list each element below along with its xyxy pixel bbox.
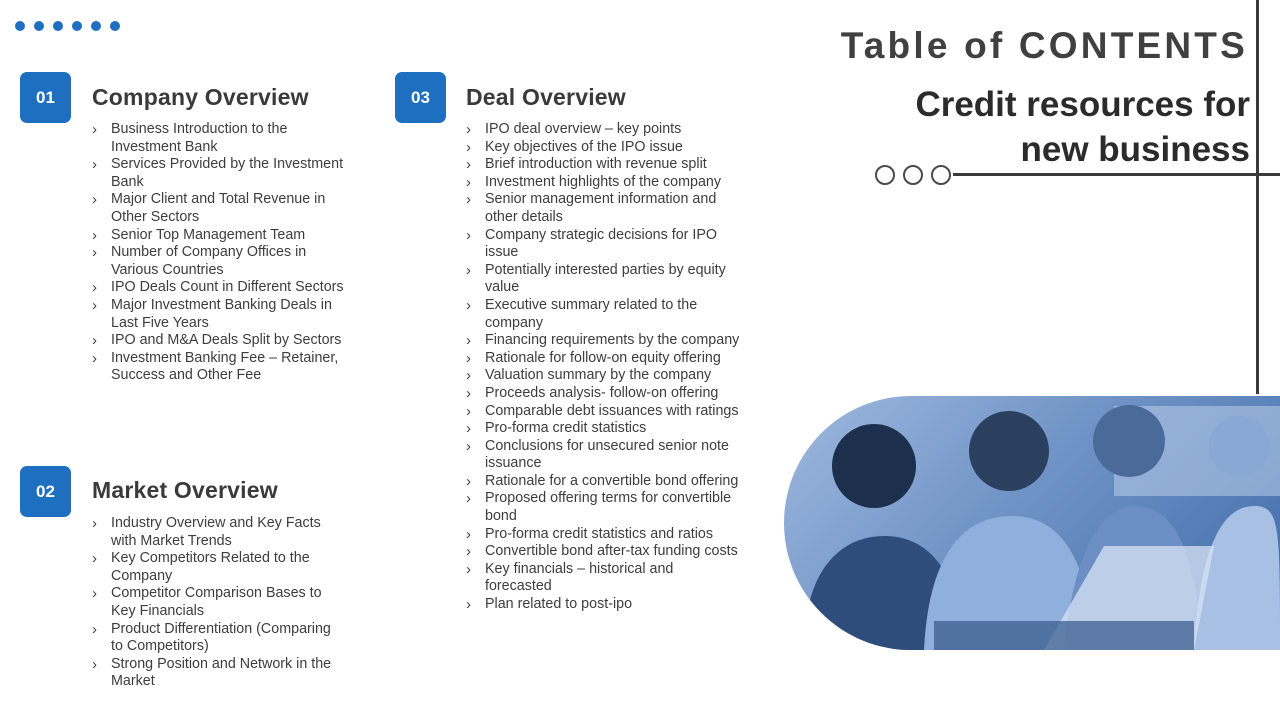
list-item: › Competitor Comparison Bases to Key Financials bbox=[92, 585, 344, 620]
team-photo bbox=[784, 396, 1280, 650]
list-item: › Rationale for a convertible bond offering bbox=[466, 473, 741, 491]
list-item: › IPO deal overview – key points bbox=[466, 121, 741, 139]
list-item: › Major Investment Banking Deals in Last Five Years bbox=[92, 297, 344, 332]
team-photo-icon bbox=[784, 396, 1280, 650]
list-item: › Major Client and Total Revenue in Other Sectors bbox=[92, 191, 344, 226]
list-item: › Proceeds analysis- follow-on offering bbox=[466, 385, 741, 403]
list-item: › Business Introduction to the Investment Bank bbox=[92, 121, 344, 156]
decorative-rings bbox=[875, 165, 951, 185]
list-item: › Financing requirements by the company bbox=[466, 332, 741, 350]
list-item: › Conclusions for unsecured senior note issuance bbox=[466, 438, 741, 473]
subtitle-line: new business bbox=[1020, 130, 1250, 169]
list-item: › Product Differentiation (Comparing to Competitors) bbox=[92, 621, 344, 656]
section-number-badge: 03 bbox=[395, 72, 446, 123]
section-title: Deal Overview bbox=[466, 84, 626, 110]
list-item: › Investment highlights of the company bbox=[466, 174, 741, 192]
vertical-divider bbox=[1256, 0, 1259, 394]
list-item: › Executive summary related to the company bbox=[466, 297, 741, 332]
list-item: › IPO Deals Count in Different Sectors bbox=[92, 279, 344, 297]
subtitle-line: Credit resources for bbox=[915, 85, 1250, 124]
list-item: › Convertible bond after-tax funding costs bbox=[466, 543, 741, 561]
list-item: › Strong Position and Network in the Market bbox=[92, 656, 344, 691]
list-item: › Valuation summary by the company bbox=[466, 367, 741, 385]
list-item: › Potentially interested parties by equity value bbox=[466, 262, 741, 297]
horizontal-divider bbox=[953, 173, 1280, 176]
list-item: › Services Provided by the Investment Bank bbox=[92, 156, 344, 191]
decorative-dots bbox=[15, 21, 120, 31]
list-item: › Senior Top Management Team bbox=[92, 227, 344, 245]
list-item: › Comparable debt issuances with ratings bbox=[466, 403, 741, 421]
list-item: › Rationale for follow-on equity offering bbox=[466, 350, 741, 368]
list-item: › Industry Overview and Key Facts with Market Trends bbox=[92, 515, 344, 550]
section-title: Market Overview bbox=[92, 477, 278, 503]
list-item: › Senior management information and other details bbox=[466, 191, 741, 226]
list-item: › Key Competitors Related to the Company bbox=[92, 550, 344, 585]
list-item: › Pro-forma credit statistics bbox=[466, 420, 741, 438]
list-item: › Brief introduction with revenue split bbox=[466, 156, 741, 174]
list-item: › IPO and M&A Deals Split by Sectors bbox=[92, 332, 344, 350]
section-item-list bbox=[92, 121, 344, 385]
list-item: › Key financials – historical and forecasted bbox=[466, 561, 741, 596]
section-title: Company Overview bbox=[92, 84, 309, 110]
list-item: › Proposed offering terms for convertible bond bbox=[466, 490, 741, 525]
section-item-list bbox=[92, 515, 344, 691]
page-title: Table of CONTENTS bbox=[840, 25, 1248, 66]
section-number-badge: 02 bbox=[20, 466, 71, 517]
list-item: › Key objectives of the IPO issue bbox=[466, 139, 741, 157]
section-number-badge: 01 bbox=[20, 72, 71, 123]
list-item: › Investment Banking Fee – Retainer, Success and Other Fee bbox=[92, 350, 344, 385]
page-subtitle bbox=[830, 82, 1250, 172]
list-item: › Company strategic decisions for IPO issue bbox=[466, 227, 741, 262]
list-item: › Plan related to post-ipo bbox=[466, 596, 741, 614]
list-item: › Pro-forma credit statistics and ratios bbox=[466, 526, 741, 544]
section-item-list bbox=[466, 121, 741, 614]
list-item: › Number of Company Offices in Various Countries bbox=[92, 244, 344, 279]
